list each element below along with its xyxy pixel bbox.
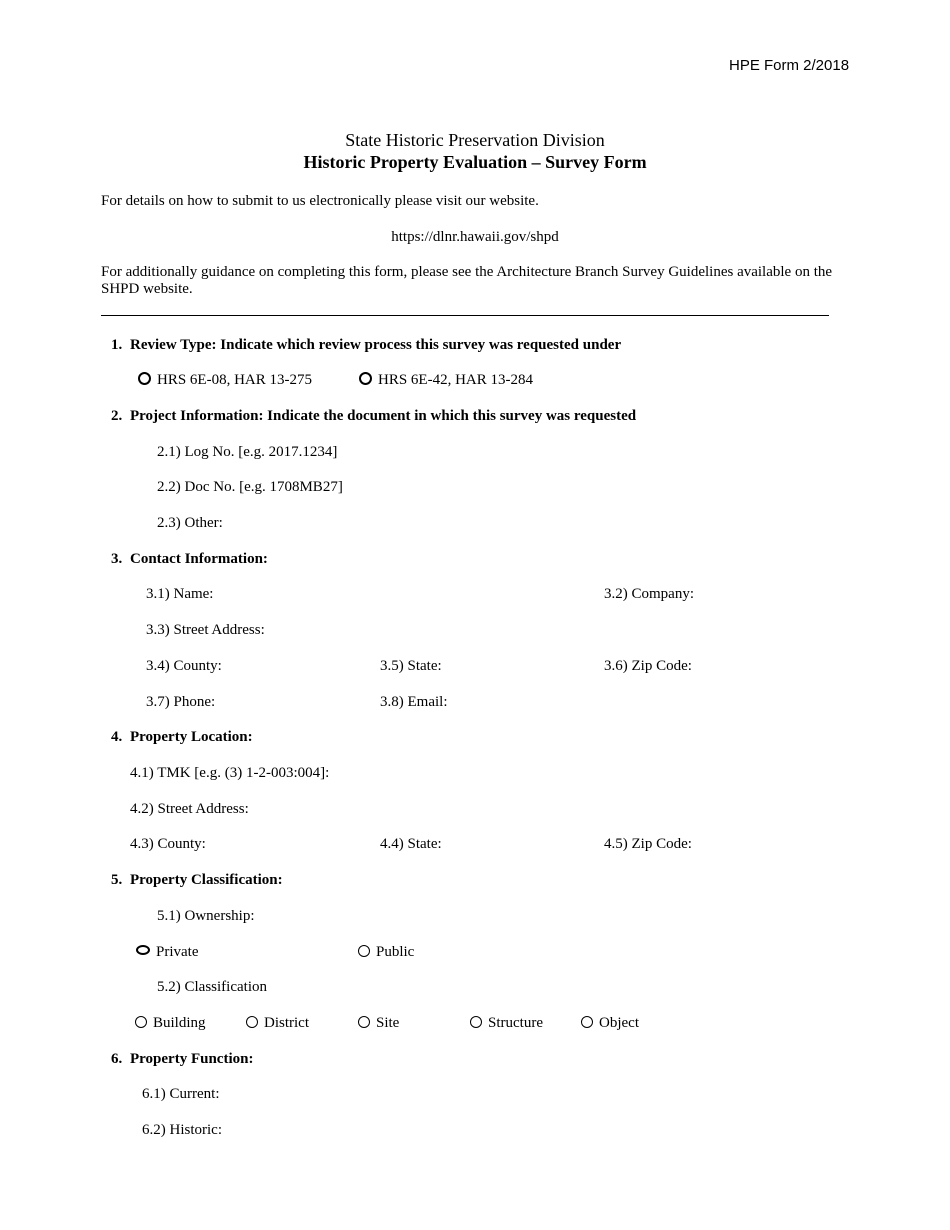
- section1-heading: Review Type: Indicate which review process this survey was requested under: [130, 337, 622, 353]
- contact-zip-field[interactable]: 3.6) Zip Code:: [604, 658, 692, 674]
- review-option-6e08[interactable]: [138, 371, 312, 389]
- property-county-field[interactable]: 4.3) County:: [130, 836, 206, 852]
- classification-option-structure[interactable]: [470, 1014, 543, 1032]
- property-state-field[interactable]: 4.4) State:: [380, 836, 442, 852]
- form-title: Historic Property Evaluation – Survey Form: [303, 152, 647, 172]
- classification-option-label: District: [264, 1015, 309, 1031]
- contact-company-field[interactable]: 3.2) Company:: [604, 586, 694, 602]
- classification-option-label: Object: [599, 1015, 639, 1031]
- classification-option-label: Site: [376, 1015, 400, 1031]
- review-option-6e42[interactable]: [359, 371, 533, 389]
- contact-street-field[interactable]: 3.3) Street Address:: [146, 622, 265, 638]
- radio-icon[interactable]: [358, 1016, 370, 1028]
- section1-number: 1.: [111, 337, 123, 353]
- property-street-field[interactable]: 4.2) Street Address:: [130, 801, 249, 817]
- section4-heading: Property Location:: [130, 729, 253, 745]
- review-option-label: HRS 6E-08, HAR 13-275: [157, 372, 313, 388]
- form-code: HPE Form 2/2018: [729, 57, 850, 74]
- radio-icon[interactable]: [359, 372, 372, 385]
- log-no-field[interactable]: 2.1) Log No. [e.g. 2017.1234]: [157, 444, 338, 460]
- contact-phone-field[interactable]: 3.7) Phone:: [146, 694, 216, 710]
- classification-label: 5.2) Classification: [157, 979, 267, 995]
- ownership-option-private[interactable]: [136, 943, 199, 961]
- section3-heading: Contact Information:: [130, 551, 268, 567]
- section2-number: 2.: [111, 408, 123, 424]
- website-link[interactable]: https://dlnr.hawaii.gov/shpd: [391, 229, 559, 245]
- section5-number: 5.: [111, 872, 123, 888]
- section2-heading: Project Information: Indicate the document in which this survey was requested: [130, 408, 637, 424]
- radio-icon[interactable]: [246, 1016, 258, 1028]
- radio-icon[interactable]: [470, 1016, 482, 1028]
- radio-icon[interactable]: [358, 945, 370, 957]
- classification-option-building[interactable]: [135, 1014, 206, 1032]
- ownership-label: 5.1) Ownership:: [157, 908, 255, 924]
- section5-heading: Property Classification:: [130, 872, 283, 888]
- ownership-option-label: Public: [376, 944, 415, 960]
- contact-name-field[interactable]: 3.1) Name:: [146, 586, 214, 602]
- tmk-field[interactable]: 4.1) TMK [e.g. (3) 1-2-003:004]:: [130, 765, 330, 781]
- radio-icon[interactable]: [138, 372, 151, 385]
- guidance-text: For additionally guidance on completing this form, please see the Architecture Branch Survey Guidelines available on the SHPD website.: [101, 264, 833, 297]
- radio-icon[interactable]: [135, 1016, 147, 1028]
- radio-icon[interactable]: [136, 945, 150, 955]
- classification-option-district[interactable]: [246, 1014, 309, 1032]
- other-field[interactable]: 2.3) Other:: [157, 515, 223, 531]
- ownership-option-public[interactable]: [358, 943, 414, 961]
- property-zip-field[interactable]: 4.5) Zip Code:: [604, 836, 692, 852]
- division-title: State Historic Preservation Division: [345, 130, 605, 150]
- section4-number: 4.: [111, 729, 123, 745]
- classification-option-label: Building: [153, 1015, 206, 1031]
- divider-line: [101, 315, 829, 316]
- classification-option-site[interactable]: [358, 1014, 399, 1032]
- contact-email-field[interactable]: 3.8) Email:: [380, 694, 448, 710]
- section6-heading: Property Function:: [130, 1051, 254, 1067]
- review-option-label: HRS 6E-42, HAR 13-284: [378, 372, 534, 388]
- submit-instructions: For details on how to submit to us electronically please visit our website.: [101, 193, 539, 209]
- classification-option-object[interactable]: [581, 1014, 639, 1032]
- contact-county-field[interactable]: 3.4) County:: [146, 658, 222, 674]
- section6-number: 6.: [111, 1051, 123, 1067]
- ownership-option-label: Private: [156, 944, 199, 960]
- function-current-field[interactable]: 6.1) Current:: [142, 1086, 220, 1102]
- classification-option-label: Structure: [488, 1015, 543, 1031]
- radio-icon[interactable]: [581, 1016, 593, 1028]
- function-historic-field[interactable]: 6.2) Historic:: [142, 1122, 222, 1138]
- section3-number: 3.: [111, 551, 123, 567]
- doc-no-field[interactable]: 2.2) Doc No. [e.g. 1708MB27]: [157, 479, 343, 495]
- contact-state-field[interactable]: 3.5) State:: [380, 658, 442, 674]
